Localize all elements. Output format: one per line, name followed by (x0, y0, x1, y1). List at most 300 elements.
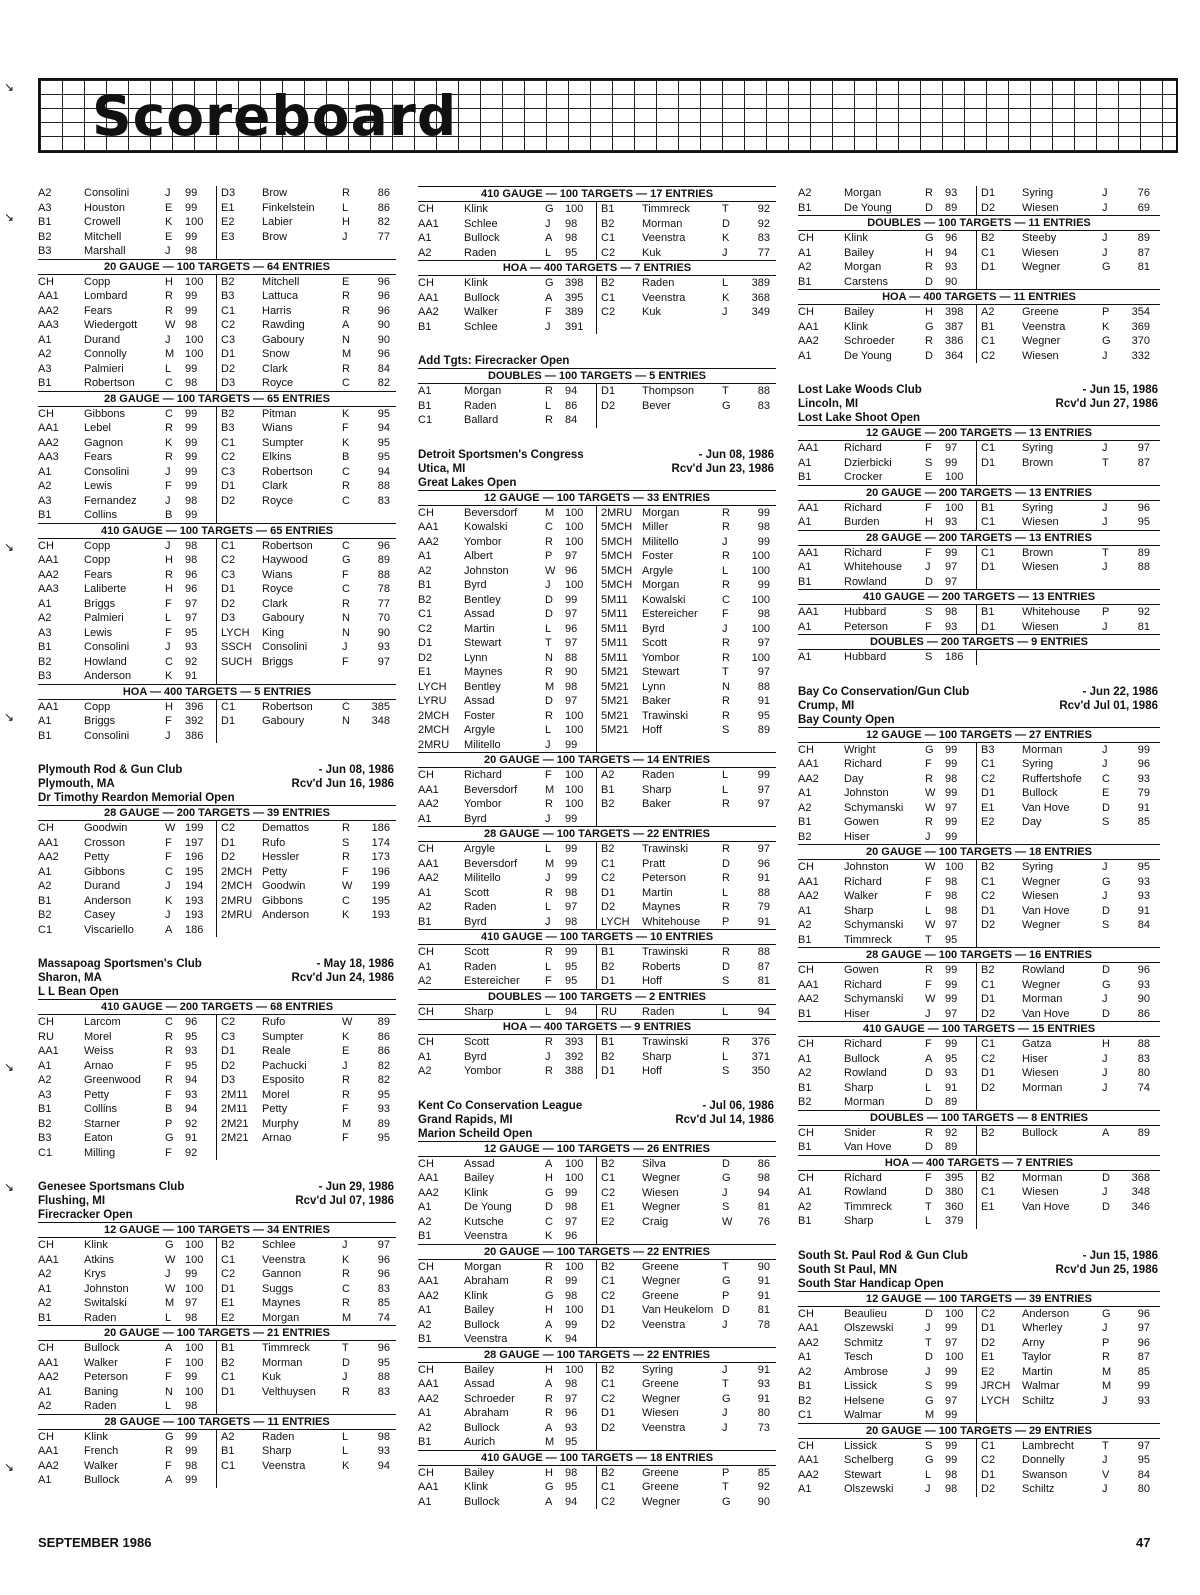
right-class: C2 (596, 871, 642, 886)
right-name: Van Hove (1022, 1007, 1070, 1020)
right-score: 87 (1137, 246, 1150, 259)
section-header: 28 GAUGE — 100 TARGETS — 65 ENTRIES (38, 391, 396, 407)
right-score: 83 (377, 1385, 390, 1398)
right-name: Baker (642, 695, 671, 707)
right-class: C1 (596, 1480, 642, 1495)
result-row (798, 605, 1160, 620)
right-score: 89 (377, 1016, 390, 1028)
right-score: 83 (377, 1282, 390, 1295)
left-score: 98 (565, 232, 578, 244)
right-initial: V (1102, 1468, 1110, 1481)
left-initial: A (165, 1474, 173, 1486)
section-header: 20 GAUGE — 100 TARGETS — 64 ENTRIES (38, 259, 396, 275)
margin-mark: ↘ (4, 540, 15, 554)
right-score: 80 (1137, 1067, 1150, 1079)
left-score: 99 (945, 1038, 958, 1050)
result-row (38, 1253, 396, 1268)
right-name: Van Heukelom (642, 1304, 714, 1316)
result-row (798, 515, 1160, 530)
right-name: Lambrecht (1022, 1439, 1074, 1452)
left-score: 99 (185, 290, 198, 302)
right-score (742, 1332, 770, 1347)
right-name: Brow (262, 230, 288, 243)
left-class: B1 (798, 1141, 812, 1153)
left-initial: F (165, 851, 172, 863)
result-row (38, 1015, 396, 1030)
left-initial: J (545, 738, 551, 751)
result-row (418, 305, 776, 320)
right-name: Hoff (642, 724, 662, 736)
left-score: 99 (945, 743, 958, 756)
right-class: B2 (976, 1171, 1022, 1186)
left-initial: J (165, 539, 171, 552)
right-class: B2 (976, 231, 1022, 246)
left-initial: H (545, 1363, 553, 1376)
result-row (798, 620, 1160, 635)
right-name: Lattuca (262, 290, 299, 302)
right-name: Rufo (262, 1016, 286, 1028)
left-name: Hubbard (844, 651, 887, 663)
left-score: 95 (185, 626, 198, 639)
right-name: Morman (262, 1356, 303, 1369)
left-name: Yombor (464, 798, 502, 810)
left-initial: R (545, 535, 553, 548)
left-score: 99 (945, 1380, 958, 1392)
result-row (418, 1392, 776, 1407)
left-name: Lewis (84, 480, 113, 492)
left-initial: F (925, 875, 932, 888)
left-score: 97 (565, 608, 578, 620)
left-score: 398 (565, 277, 584, 289)
left-score: 97 (185, 612, 198, 624)
right-name: Wherley (1022, 1322, 1063, 1334)
right-name (1022, 830, 1102, 845)
right-score: 82 (377, 216, 390, 228)
right-class: C2 (216, 1267, 262, 1282)
right-score: 87 (1137, 456, 1150, 469)
result-row (38, 655, 396, 670)
right-initial (1102, 1140, 1122, 1155)
left-score: 100 (945, 501, 964, 514)
right-name: Syring (1022, 442, 1054, 454)
result-row (798, 1350, 1160, 1365)
right-class: D1 (976, 560, 1022, 575)
right-name: Foster (642, 550, 674, 562)
right-initial: J (1102, 743, 1108, 756)
left-initial: J (925, 1365, 931, 1378)
left-initial: F (545, 769, 552, 781)
left-name: Klink (844, 232, 868, 244)
left-score: 99 (185, 304, 198, 317)
right-name (262, 729, 342, 744)
left-initial: D (545, 593, 553, 606)
left-initial: A (545, 1378, 553, 1390)
right-score: 93 (757, 1378, 770, 1390)
right-name: Gatza (1022, 1038, 1052, 1050)
right-score: 100 (751, 651, 770, 664)
left-name: Casey (84, 909, 116, 921)
right-score: 369 (1131, 320, 1150, 333)
left-name: Schymanski (844, 801, 904, 814)
right-score (362, 1146, 390, 1161)
left-name: Morman (844, 1096, 885, 1108)
section-header: 28 GAUGE — 200 TARGETS — 13 ENTRIES (798, 530, 1160, 546)
left-name: Lombard (84, 290, 128, 302)
right-name: Schiltz (1022, 1394, 1055, 1407)
right-score: 96 (377, 348, 390, 360)
right-score: 91 (757, 872, 770, 884)
result-row (38, 1282, 396, 1297)
club-header-row (798, 713, 1160, 727)
left-name: Gibbons (84, 407, 125, 420)
right-initial: J (1102, 1322, 1108, 1334)
left-score: 99 (565, 1318, 578, 1331)
result-row (798, 772, 1160, 787)
right-score: 94 (757, 1186, 770, 1199)
right-initial: L (722, 564, 729, 577)
left-initial: S (925, 606, 933, 618)
right-score (742, 1229, 770, 1244)
right-score: 99 (757, 579, 770, 591)
left-name: Kutsche (464, 1215, 504, 1228)
left-name: Atkins (84, 1253, 114, 1266)
result-row (38, 1146, 396, 1161)
left-name: Richard (844, 875, 882, 888)
left-initial: R (165, 422, 173, 434)
left-name: Fears (84, 568, 113, 581)
right-initial: J (1102, 758, 1108, 770)
right-name (642, 738, 722, 753)
left-score: 99 (945, 816, 958, 828)
right-initial: J (722, 1186, 728, 1199)
left-class: C1 (798, 1409, 813, 1421)
margin-mark: ↘ (4, 1460, 15, 1474)
left-name: De Young (844, 349, 892, 362)
left-class: A1 (38, 333, 52, 346)
right-class: B1 (596, 945, 642, 960)
left-score: 100 (185, 1356, 204, 1369)
result-row (418, 520, 776, 535)
right-class: LYCH (976, 1394, 1022, 1409)
right-class (216, 1399, 262, 1414)
right-class: B2 (596, 842, 642, 857)
left-class: AA2 (38, 851, 59, 863)
left-name: Kowalski (464, 521, 508, 533)
right-score: 173 (371, 851, 390, 863)
right-name: Rowland (1022, 964, 1065, 976)
left-class: CH (418, 1260, 434, 1273)
left-class: A2 (38, 1400, 52, 1412)
right-name: Walmar (1022, 1380, 1060, 1392)
event-name: Great Lakes Open (418, 476, 517, 489)
right-class (596, 1332, 642, 1347)
right-initial: T (342, 1342, 349, 1354)
left-initial: S (925, 1380, 933, 1392)
left-score: 98 (565, 915, 578, 928)
left-name: Veenstra (464, 1230, 508, 1242)
right-initial: T (722, 385, 729, 397)
right-initial: J (1102, 1067, 1108, 1079)
left-score: 387 (945, 320, 964, 333)
right-initial: G (722, 399, 731, 412)
left-initial: J (545, 217, 551, 230)
right-name: Haywood (262, 554, 308, 566)
result-row (418, 960, 776, 975)
left-initial: F (925, 620, 932, 633)
right-score (362, 508, 390, 523)
right-initial: E (1102, 787, 1110, 799)
right-class: E1 (976, 1200, 1022, 1215)
right-class: C2 (216, 553, 262, 568)
left-initial: G (925, 743, 934, 756)
left-name: Lynn (464, 651, 488, 664)
result-row (418, 593, 776, 608)
left-name: Durand (84, 880, 121, 892)
right-initial: D (1102, 1200, 1110, 1213)
left-name: Beversdorf (464, 506, 518, 519)
right-class: B2 (596, 1050, 642, 1065)
left-class: A2 (38, 187, 52, 199)
right-score: 385 (371, 700, 390, 713)
right-name: Robertson (262, 700, 313, 713)
right-score: 84 (377, 362, 390, 375)
left-score: 99 (945, 787, 958, 799)
right-name: Harris (262, 304, 292, 317)
section-header: 28 GAUGE — 100 TARGETS — 22 ENTRIES (418, 1347, 776, 1363)
left-initial: R (165, 568, 173, 581)
right-name: Estereicher (642, 608, 698, 620)
right-initial (722, 738, 742, 753)
result-row (418, 945, 776, 960)
right-score: 96 (1137, 1307, 1150, 1320)
left-class: A1 (38, 465, 52, 478)
left-score: 194 (185, 880, 204, 892)
right-name: Whitehouse (642, 915, 701, 928)
left-score: 96 (185, 1016, 198, 1028)
left-class: AA1 (38, 700, 59, 713)
right-score: 95 (757, 709, 770, 722)
right-name: Bullock (1022, 787, 1058, 799)
right-class: C1 (976, 334, 1022, 349)
right-class: C2 (976, 772, 1022, 787)
result-row (418, 1186, 776, 1201)
left-class: B1 (798, 1380, 812, 1392)
right-score: 99 (1137, 1380, 1150, 1392)
left-score: 97 (565, 1215, 578, 1228)
right-class: D3 (216, 186, 262, 201)
result-row (418, 723, 776, 738)
right-score: 97 (1137, 442, 1150, 454)
right-class: C1 (216, 1253, 262, 1268)
right-score: 96 (377, 275, 390, 288)
right-class: D2 (976, 1482, 1022, 1497)
right-initial: R (722, 521, 730, 533)
left-name: Richard (844, 1038, 882, 1050)
left-name: Timmreck (844, 933, 892, 946)
left-initial: D (545, 608, 553, 620)
left-class: AA1 (418, 1481, 439, 1493)
right-initial (722, 413, 742, 428)
left-initial: W (165, 822, 176, 834)
left-initial: F (545, 306, 552, 318)
left-score: 99 (185, 187, 198, 199)
left-initial: T (925, 1200, 932, 1213)
result-row (38, 597, 396, 612)
club-name: Plymouth Rod & Gun Club (38, 764, 183, 776)
right-name: Morgan (262, 1311, 300, 1324)
right-name: Briggs (262, 655, 294, 668)
left-class: A2 (418, 901, 432, 913)
left-score: 93 (945, 516, 958, 528)
left-class: B1 (798, 1215, 812, 1227)
left-name: Howland (84, 655, 127, 668)
left-name: Lissick (844, 1439, 878, 1452)
right-class (976, 933, 1022, 948)
left-name: Olszewski (844, 1483, 894, 1495)
result-row (38, 923, 396, 938)
result-row (798, 1171, 1160, 1186)
right-class: B1 (216, 1444, 262, 1459)
left-score: 97 (565, 1392, 578, 1405)
left-class: A1 (798, 787, 812, 799)
left-initial: F (165, 1146, 172, 1159)
right-name: Wiesen (1022, 516, 1059, 528)
left-initial: B (165, 509, 173, 521)
right-score: 91 (757, 1275, 770, 1287)
right-class: C2 (976, 349, 1022, 364)
club-name: Detroit Sportsmen's Congress (418, 448, 584, 461)
result-row (38, 729, 396, 744)
right-class: E2 (976, 1365, 1022, 1380)
left-initial: R (545, 666, 553, 678)
club-location: Sharon, MA (38, 972, 102, 984)
club-header-row (38, 971, 396, 985)
right-name: Schiltz (1022, 1483, 1055, 1495)
right-name (1022, 933, 1102, 948)
margin-mark: ↘ (4, 80, 15, 94)
right-class: B1 (596, 1035, 642, 1050)
right-initial: G (722, 1495, 731, 1508)
left-score: 99 (945, 758, 958, 770)
left-name: Klink (84, 1430, 108, 1443)
left-score: 391 (565, 320, 584, 333)
right-class: D1 (216, 1044, 262, 1059)
left-class: CH (418, 1466, 434, 1479)
left-score: 99 (185, 362, 198, 375)
left-class: AA1 (798, 875, 819, 888)
left-name: Consolini (84, 729, 130, 742)
section-header: DOUBLES — 100 TARGETS — 2 ENTRIES (418, 989, 776, 1005)
left-initial: C (165, 655, 173, 668)
left-score: 99 (185, 1474, 198, 1486)
left-class: AA2 (38, 436, 59, 449)
left-class: CH (798, 1126, 814, 1139)
right-initial: J (722, 622, 728, 635)
left-name: Raden (84, 1400, 117, 1412)
right-initial: D (1102, 801, 1110, 814)
left-initial: J (545, 579, 551, 591)
right-class: D1 (596, 1303, 642, 1318)
right-class (596, 738, 642, 753)
left-initial: F (925, 546, 932, 559)
left-score: 99 (945, 978, 958, 991)
right-class: D1 (976, 786, 1022, 801)
right-score: 98 (377, 1430, 390, 1443)
club-header-row (418, 1099, 776, 1113)
left-score: 97 (945, 919, 958, 931)
left-score: 199 (185, 822, 204, 834)
left-initial: S (925, 1439, 933, 1452)
left-initial: W (545, 564, 556, 577)
left-score: 98 (185, 1400, 198, 1412)
right-score: 86 (377, 1030, 390, 1043)
right-class: RU (596, 1005, 642, 1020)
left-class: 2MCH (418, 709, 450, 722)
left-class: CH (798, 743, 814, 756)
result-row (798, 1439, 1160, 1454)
left-class: AA1 (38, 1356, 59, 1369)
result-row (798, 1126, 1160, 1141)
left-class: AA2 (38, 1371, 59, 1383)
left-initial: F (165, 715, 172, 727)
right-name: Veenstra (642, 232, 686, 244)
left-score: 95 (185, 1059, 198, 1072)
right-initial: G (1102, 1307, 1111, 1320)
club-header-row (418, 1127, 776, 1141)
right-class: C3 (216, 568, 262, 583)
left-name: Scott (464, 886, 490, 899)
left-class: B1 (798, 471, 812, 483)
right-name: Wiesen (1022, 246, 1059, 259)
right-initial: R (342, 597, 350, 610)
result-row (798, 815, 1160, 830)
right-name: Brow (262, 187, 288, 199)
right-initial: W (722, 1215, 733, 1228)
left-score: 100 (565, 769, 584, 781)
club-header-row (38, 791, 396, 805)
left-initial: A (545, 1495, 553, 1508)
right-score: 96 (377, 1268, 390, 1280)
right-initial: F (342, 865, 349, 878)
left-score: 100 (565, 783, 584, 796)
left-score: 379 (945, 1215, 964, 1227)
left-score: 98 (565, 1289, 578, 1302)
right-name (1022, 275, 1102, 290)
left-name: Gibbons (84, 865, 125, 878)
left-score: 99 (945, 1454, 958, 1466)
right-class (976, 470, 1022, 485)
right-class: C1 (596, 291, 642, 306)
right-name: Finkelstein (262, 201, 315, 214)
right-initial: R (722, 946, 730, 958)
result-row (38, 376, 396, 391)
right-class (976, 1095, 1022, 1110)
right-initial (342, 923, 362, 938)
left-class: A1 (798, 1351, 812, 1363)
right-score: 83 (757, 399, 770, 412)
right-initial: G (342, 554, 351, 566)
right-initial: F (342, 1103, 349, 1115)
right-class (976, 1214, 1022, 1229)
left-class: AA3 (38, 451, 59, 463)
right-score: 90 (377, 626, 390, 639)
left-initial: G (545, 1186, 554, 1199)
left-name: Fears (84, 451, 113, 463)
right-class (976, 830, 1022, 845)
right-class: B2 (596, 1260, 642, 1275)
left-initial: T (925, 1336, 932, 1349)
result-row (418, 709, 776, 724)
